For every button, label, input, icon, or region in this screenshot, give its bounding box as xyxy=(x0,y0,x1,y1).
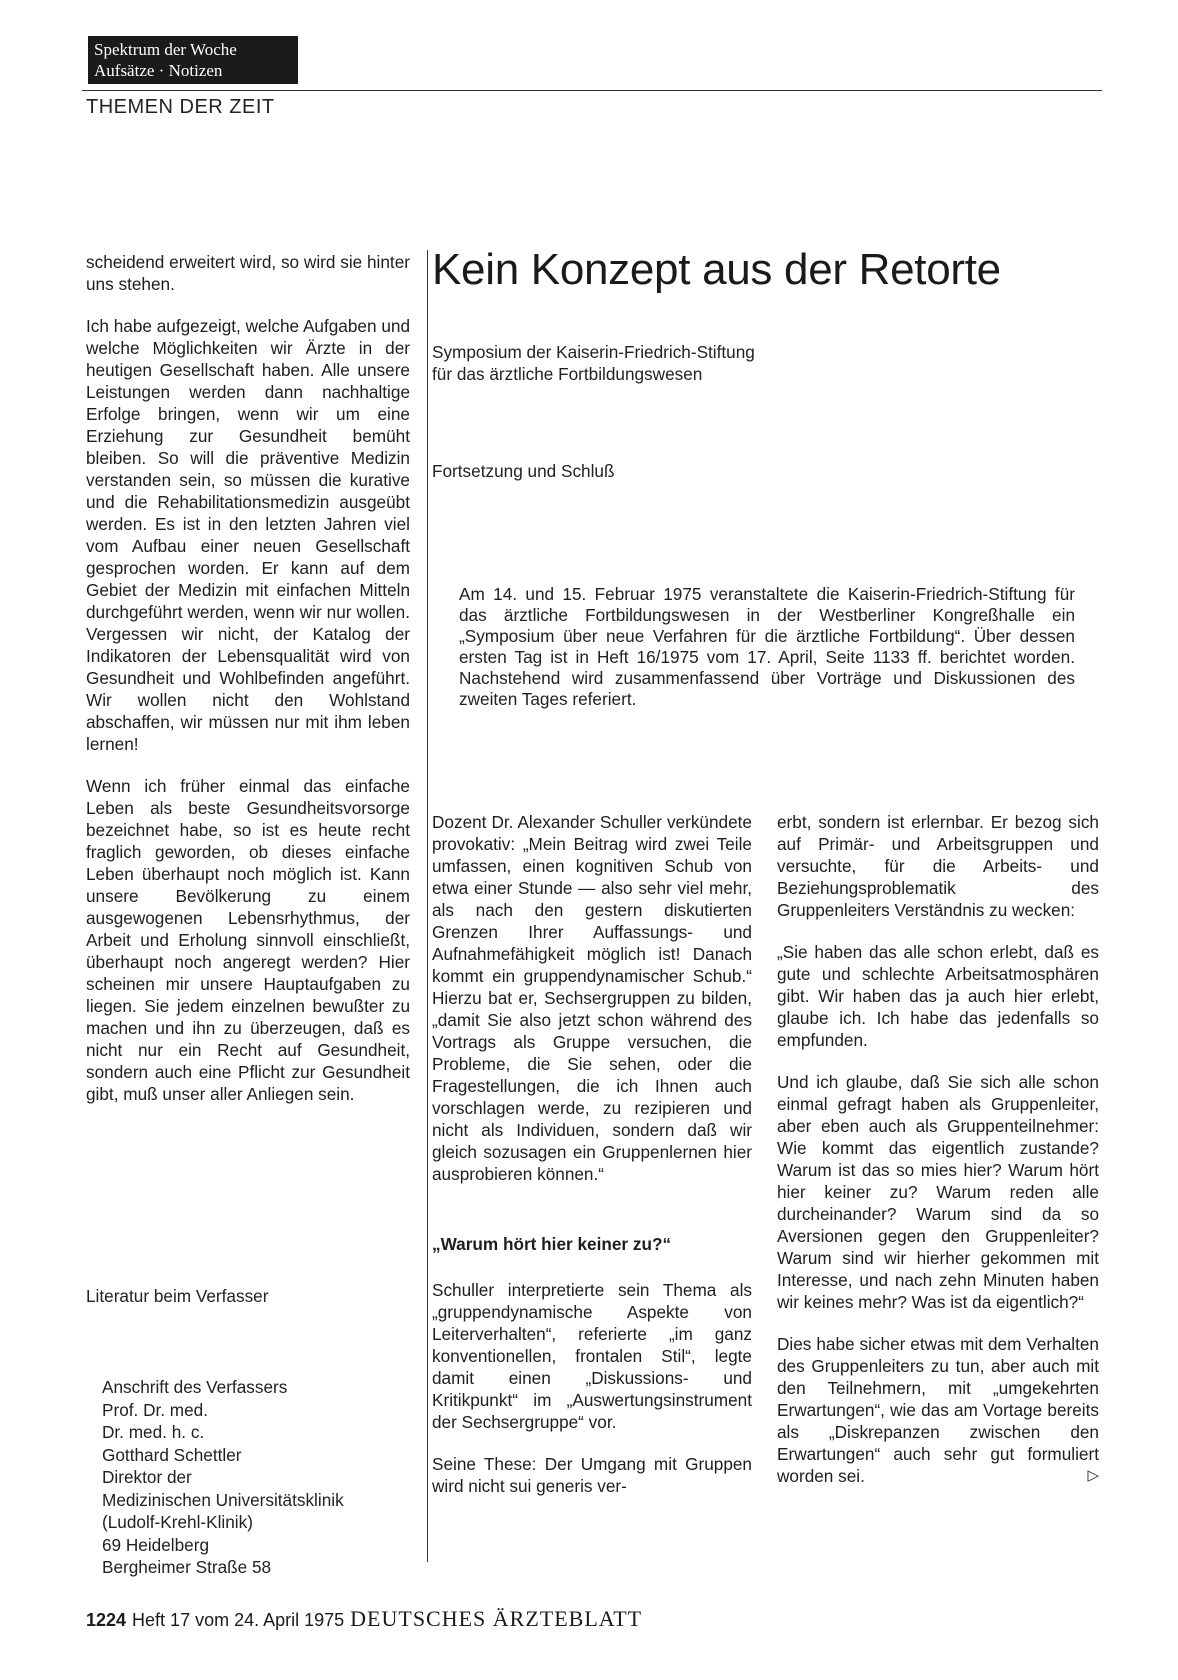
journal-name: DEUTSCHES ÄRZTEBLATT xyxy=(350,1606,643,1631)
right-paragraph-1: erbt, sondern ist erlernbar. Er bezog sich auf Primär- und Arbeitsgruppen und versuchte, für die Arbeits- und Beziehungsproblematik des Gruppenleiters Verständnis zu wecken: xyxy=(777,812,1099,920)
address-line: 69 Heidelberg xyxy=(102,1534,210,1555)
section-header-box xyxy=(88,36,298,84)
right-column xyxy=(777,811,1099,1487)
article-subheading: „Warum hört hier keiner zu?“ xyxy=(432,1234,672,1254)
section-label: THEMEN DER ZEIT xyxy=(86,96,275,118)
address-line: Prof. Dr. med. xyxy=(102,1399,209,1420)
continuation-note: Fortsetzung und Schluß xyxy=(432,461,615,481)
right-paragraph-4-text: Dies habe sicher etwas mit dem Verhalten des Gruppenleiters zu tun, aber auch mit den Teilnehmern, mit „umgekehrten Erwartungen“, wie das am Vortage bereits als „Diskrepanzen zwischen den Erwartungen“ auch sehr gut formuliert worden sei. xyxy=(777,1334,1099,1486)
address-line: Anschrift des Verfassers xyxy=(102,1377,288,1397)
continue-arrow-icon: ▷ xyxy=(1087,1467,1099,1484)
address-line: Medizinischen Universitätsklinik xyxy=(102,1489,344,1510)
column-divider xyxy=(427,250,428,1562)
page-footer xyxy=(86,1606,642,1632)
left-paragraph-3: Wenn ich früher einmal das einfache Leben als beste Gesundheitsvorsorge bezeichnet habe, so ist es heute recht fraglich geworden, ob dieses einfache Leben überhaupt noch möglich ist. Kann unsere Bevölkerung zu einem ausgewogenen Lebensrhythmus, der Arbeit und Erholung sinnvoll einschließt, überhaupt noch angeregt werden? Hier scheinen mir unsere Hauptaufgaben zu liegen. Sie jedem einzelnen bewußter zu machen und ihn zu überzeugen, daß es nicht nur ein Recht auf Gesundheit, sondern auch eine Pflicht zur Gesundheit gibt, muß unser aller Anliegen sein. xyxy=(86,776,410,1104)
middle-paragraph-2: Schuller interpretierte sein Thema als „gruppendynamische Aspekte von Leiterverhalten“, referierte „im ganz konventionellen, frontalen Stil“, legte damit einen „Diskussions- und Kritikpunkt“ im „Auswertungsinstrument der Sechsergruppe“ vor. xyxy=(432,1280,752,1432)
header-box-line1: Spektrum der Woche xyxy=(94,40,237,59)
right-paragraph-2: „Sie haben das alle schon erlebt, daß es gute und schlechte Arbeitsatmosphären gibt. Wir haben das ja auch hier erlebt, glaube ich. Ich habe das jedenfalls so empfunden. xyxy=(777,942,1099,1050)
address-line: (Ludolf-Krehl-Klinik) xyxy=(102,1512,253,1532)
left-column xyxy=(86,251,410,1105)
article-title: Kein Konzept aus der Retorte xyxy=(432,245,1001,294)
middle-paragraph-3: Seine These: Der Umgang mit Gruppen wird nicht sui generis ver- xyxy=(432,1454,752,1496)
middle-column xyxy=(432,811,752,1497)
right-paragraph-4 xyxy=(777,1333,1099,1487)
subtitle-line-2: für das ärztliche Fortbildungswesen xyxy=(432,364,703,384)
issue-info: Heft 17 vom 24. April 1975 xyxy=(132,1610,345,1630)
middle-paragraph-1: Dozent Dr. Alexander Schuller verkündete provokativ: „Mein Beitrag wird zwei Teile umfassen, einen kognitiven Schub von etwa einer Stunde — also sehr viel mehr, als nach den gestern diskutierten Grenzen Ihrer Auffassungs- und Aufnahmefähigkeit möglich ist! Danach kommt ein gruppendynamischer Schub.“ Hierzu bat er, Sechsergruppen zu bilden, „damit Sie also jetzt schon während des Vortrags als Gruppe versuchen, die Probleme, die Sie sehen, oder die Fragestellungen, die ich Ihnen auch vorschlagen werde, zu rezipieren und nicht als Individuen, sondern daß wir gleich sozusagen ein Gruppenlernen hier ausprobieren können.“ xyxy=(432,812,752,1184)
header-box-line2: Aufsätze · Notizen xyxy=(94,61,223,80)
article-intro: Am 14. und 15. Februar 1975 veranstaltete die Kaiserin-Friedrich-Stiftung für das ärztliche Fortbildungswesen in der Westberliner Kongreßhalle ein „Symposium über neue Verfahren für die ärztliche Fortbildung“. Über dessen ersten Tag ist in Heft 16/1975 vom 17. April, Seite 1133 ff. berichtet worden. Nachstehend wird zusammenfassend über Vorträge und Diskussionen des zweiten Tages referiert. xyxy=(459,584,1075,709)
header-rule xyxy=(82,90,1102,91)
author-address xyxy=(102,1376,344,1579)
subtitle-line-1: Symposium der Kaiserin-Friedrich-Stiftung xyxy=(432,342,755,362)
left-paragraph-1: scheidend erweitert wird, so wird sie hinter uns stehen. xyxy=(86,252,410,294)
page-number: 1224 xyxy=(86,1610,127,1630)
article-subtitle xyxy=(432,341,755,385)
address-line: Gotthard Schettler xyxy=(102,1444,242,1465)
address-line: Direktor der xyxy=(102,1467,192,1487)
right-paragraph-3: Und ich glaube, daß Sie sich alle schon einmal gefragt haben als Gruppenleiter, aber eben auch als Gruppenteilnehmer: Wie kommt das eigentlich zustande? Warum ist das so mies hier? Warum hört hier keiner zu? Warum reden alle durcheinander? Warum sind da so Aversionen gegen den Gruppenleiter? Warum sind wir hierher gekommen mit Interesse, und nach zehn Minuten haben wir keines mehr? Was ist da eigentlich?“ xyxy=(777,1072,1099,1312)
address-line: Bergheimer Straße 58 xyxy=(102,1557,272,1577)
literature-note: Literatur beim Verfasser xyxy=(86,1286,269,1306)
left-paragraph-2: Ich habe aufgezeigt, welche Aufgaben und welche Möglichkeiten wir Ärzte in der heutigen Gesellschaft haben. Alle unsere Leistungen werden dann nachhaltige Erfolge bringen, wenn wir um eine Erziehung zur Gesundheit bemüht bleiben. So will die präventive Medizin verstanden sein, so müssen die kurative und die Rehabilitationsmedizin ausgeübt werden. Es ist in den letzten Jahren viel vom Aufbau einer neuen Gesellschaft gesprochen worden. Er kann auf dem Gebiet der Medizin mit einfachen Mitteln durchgeführt werden, wenn wir nur wollen. Vergessen wir nicht, der Katalog der Indikatoren der Lebensqualität wird von Gesundheit und Wohlbefinden angeführt. Wir wollen nicht den Wohlstand abschaffen, wir müssen nur mit ihm leben lernen! xyxy=(86,316,410,754)
address-line: Dr. med. h. c. xyxy=(102,1422,205,1442)
